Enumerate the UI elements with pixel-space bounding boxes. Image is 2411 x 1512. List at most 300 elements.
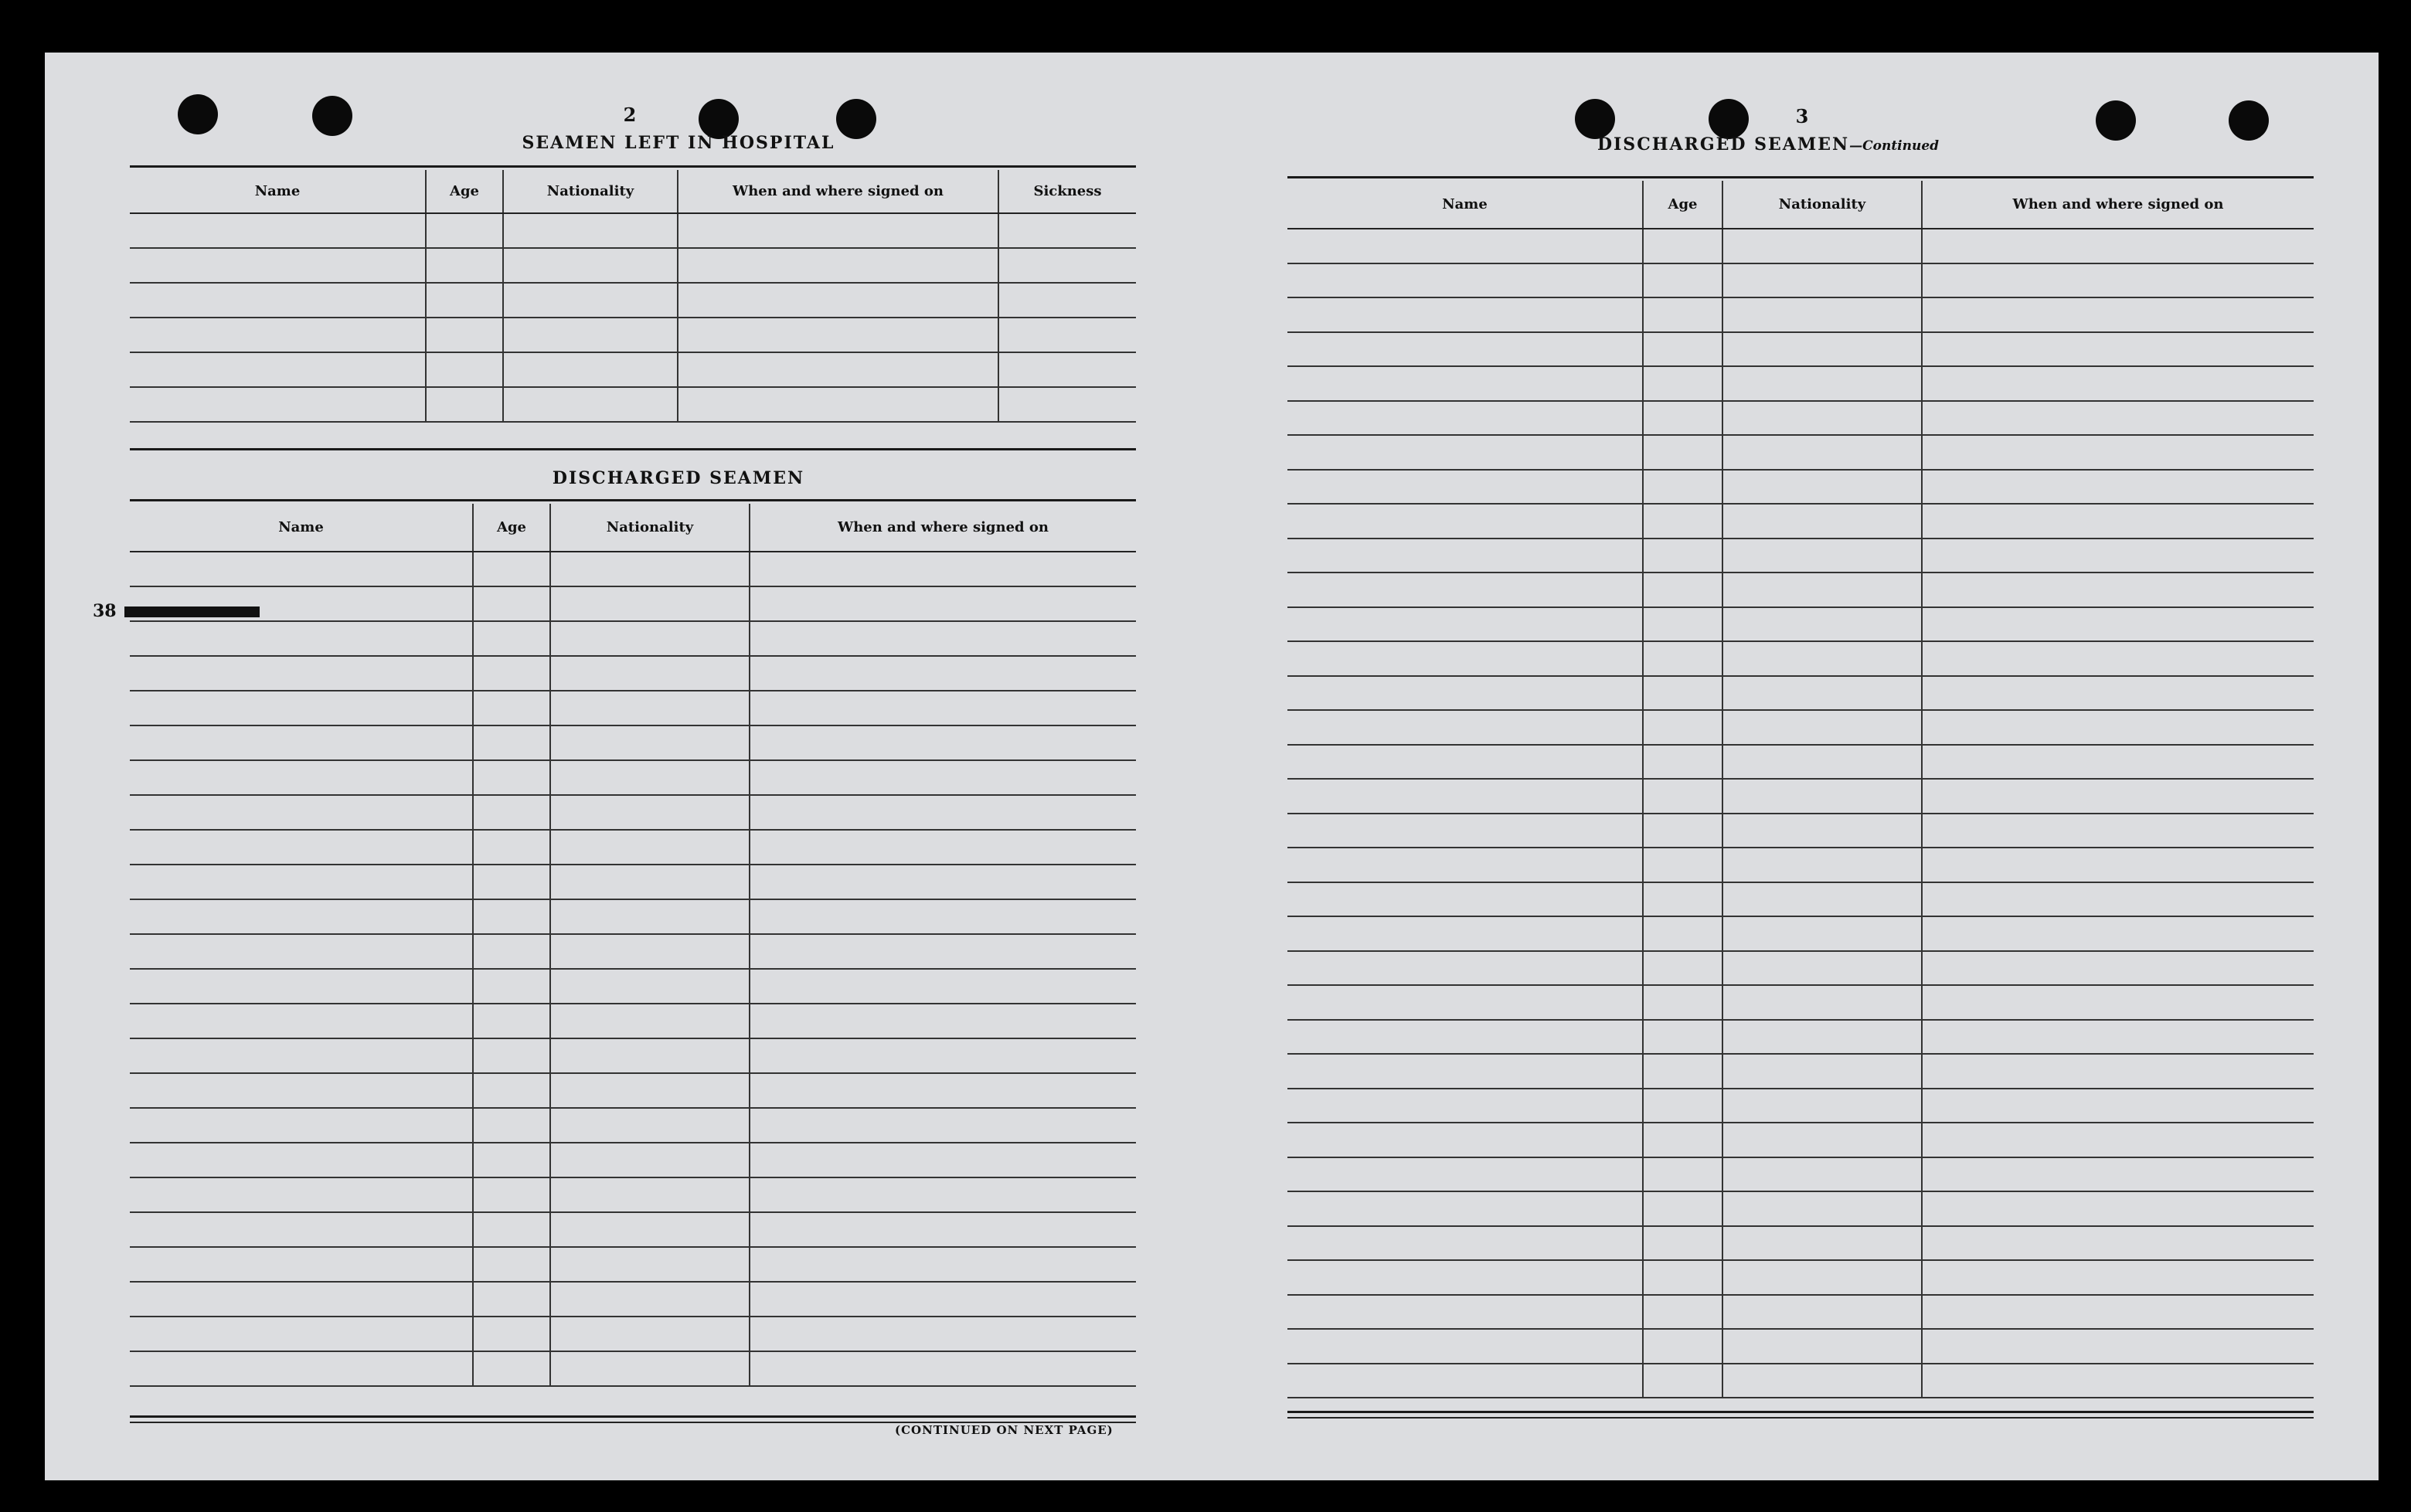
table-cell[interactable] <box>1287 504 1643 539</box>
table-cell[interactable] <box>678 387 998 422</box>
table-cell[interactable] <box>1287 1089 1643 1123</box>
table-cell[interactable] <box>1922 1157 2314 1192</box>
table-cell[interactable] <box>1643 504 1722 539</box>
table-cell[interactable] <box>473 1143 550 1177</box>
table-cell[interactable] <box>750 795 1136 830</box>
table-cell[interactable] <box>1922 573 2314 607</box>
table-cell[interactable] <box>550 621 750 656</box>
table-cell[interactable] <box>998 213 1136 248</box>
table-cell[interactable] <box>473 1282 550 1317</box>
table-cell[interactable] <box>750 1004 1136 1038</box>
column-header: Name <box>130 170 426 213</box>
table-cell[interactable] <box>473 1247 550 1282</box>
table-cell[interactable] <box>1643 1260 1722 1295</box>
table-cell[interactable] <box>550 586 750 621</box>
table-cell[interactable] <box>473 1317 550 1351</box>
table-cell[interactable] <box>1287 1020 1643 1055</box>
table-row <box>1287 1089 2314 1123</box>
table-cell[interactable] <box>750 1177 1136 1212</box>
table-cell[interactable] <box>550 934 750 969</box>
table-cell[interactable] <box>1643 951 1722 986</box>
table-cell[interactable] <box>750 586 1136 621</box>
table-cell[interactable] <box>1722 504 1922 539</box>
table-cell[interactable] <box>426 283 503 318</box>
table-cell[interactable] <box>1922 297 2314 332</box>
table-cell[interactable] <box>130 1038 473 1073</box>
table-cell[interactable] <box>1722 229 1922 263</box>
table-cell[interactable] <box>1643 573 1722 607</box>
table-cell[interactable] <box>750 865 1136 899</box>
table-cell[interactable] <box>1722 1157 1922 1192</box>
table-cell[interactable] <box>1922 470 2314 505</box>
table-cell[interactable] <box>130 621 473 656</box>
table-cell[interactable] <box>550 1351 750 1386</box>
table-cell[interactable] <box>1643 985 1722 1020</box>
right-bottom-rule-2 <box>1287 1417 2314 1419</box>
table-cell[interactable] <box>1643 710 1722 745</box>
table-cell[interactable] <box>1922 332 2314 367</box>
continued-title-main: DISCHARGED SEAMEN <box>1597 134 1850 155</box>
discharged-table <box>130 504 1136 1387</box>
table-cell[interactable] <box>1922 916 2314 951</box>
table-cell[interactable] <box>426 213 503 248</box>
table-cell[interactable] <box>130 795 473 830</box>
table-cell[interactable] <box>1643 1191 1722 1226</box>
table-cell[interactable] <box>473 760 550 795</box>
table-cell[interactable] <box>550 1004 750 1038</box>
table-cell[interactable] <box>1722 573 1922 607</box>
table-cell[interactable] <box>503 248 678 283</box>
table-row <box>1287 401 2314 436</box>
table-cell[interactable] <box>130 1247 473 1282</box>
table-cell[interactable] <box>1722 779 1922 814</box>
table-cell[interactable] <box>473 1108 550 1143</box>
table-row <box>130 725 1136 760</box>
table-cell[interactable] <box>1287 229 1643 263</box>
table-cell[interactable] <box>130 1317 473 1351</box>
table-cell[interactable] <box>473 1038 550 1073</box>
table-row <box>130 1212 1136 1247</box>
table-row <box>130 1038 1136 1073</box>
table-cell[interactable] <box>750 656 1136 691</box>
table-cell[interactable] <box>1287 435 1643 470</box>
right-top-rule <box>1287 176 2314 178</box>
table-cell[interactable] <box>1922 1123 2314 1157</box>
table-cell[interactable] <box>550 1317 750 1351</box>
table-cell[interactable] <box>1643 470 1722 505</box>
table-cell[interactable] <box>750 691 1136 725</box>
table-cell[interactable] <box>473 1073 550 1108</box>
table-row <box>130 248 1136 283</box>
table-cell[interactable] <box>1643 607 1722 642</box>
table-cell[interactable] <box>1287 1226 1643 1261</box>
table-cell[interactable] <box>550 899 750 934</box>
table-cell[interactable] <box>1287 332 1643 367</box>
table-cell[interactable] <box>426 318 503 352</box>
table-cell[interactable] <box>750 1108 1136 1143</box>
table-cell[interactable] <box>750 621 1136 656</box>
table-cell[interactable] <box>130 969 473 1004</box>
table-cell[interactable] <box>130 725 473 760</box>
table-cell[interactable] <box>750 1317 1136 1351</box>
punch-hole <box>1575 99 1615 139</box>
entry-number: 38 <box>93 601 117 621</box>
table-cell[interactable] <box>130 899 473 934</box>
table-cell[interactable] <box>1922 366 2314 401</box>
table-cell[interactable] <box>1287 607 1643 642</box>
table-cell[interactable] <box>1287 882 1643 917</box>
table-cell[interactable] <box>550 1143 750 1177</box>
punch-hole <box>2229 100 2269 141</box>
table-cell[interactable] <box>1287 745 1643 780</box>
table-cell[interactable] <box>1287 539 1643 573</box>
table-cell[interactable] <box>750 760 1136 795</box>
table-cell[interactable] <box>678 248 998 283</box>
table-row <box>130 352 1136 387</box>
table-cell[interactable] <box>1287 641 1643 676</box>
table-row <box>1287 882 2314 917</box>
continued-note: (CONTINUED ON NEXT PAGE) <box>895 1423 1114 1437</box>
table-cell[interactable] <box>1722 676 1922 711</box>
table-cell[interactable] <box>1922 539 2314 573</box>
table-cell[interactable] <box>503 318 678 352</box>
table-cell[interactable] <box>1922 676 2314 711</box>
table-cell[interactable] <box>1922 1364 2314 1398</box>
table-cell[interactable] <box>426 352 503 387</box>
table-cell[interactable] <box>1922 229 2314 263</box>
table-cell[interactable] <box>1722 470 1922 505</box>
column-header: Nationality <box>1722 181 1922 229</box>
table-cell[interactable] <box>130 1177 473 1212</box>
table-cell[interactable] <box>1722 848 1922 882</box>
table-cell[interactable] <box>1722 435 1922 470</box>
table-cell[interactable] <box>1922 882 2314 917</box>
form-sheet <box>45 53 2379 1480</box>
table-cell[interactable] <box>1722 814 1922 848</box>
table-cell[interactable] <box>473 1004 550 1038</box>
table-cell[interactable] <box>550 1177 750 1212</box>
table-cell[interactable] <box>1922 1191 2314 1226</box>
table-cell[interactable] <box>473 934 550 969</box>
table-cell[interactable] <box>1287 1054 1643 1089</box>
table-cell[interactable] <box>473 552 550 586</box>
table-cell[interactable] <box>503 213 678 248</box>
table-cell[interactable] <box>1643 539 1722 573</box>
table-cell[interactable] <box>1922 814 2314 848</box>
table-cell[interactable] <box>1643 1226 1722 1261</box>
table-cell[interactable] <box>1287 779 1643 814</box>
table-cell[interactable] <box>1922 1054 2314 1089</box>
table-cell[interactable] <box>1287 1157 1643 1192</box>
table-row <box>130 865 1136 899</box>
table-cell[interactable] <box>1722 1054 1922 1089</box>
table-cell[interactable] <box>1922 1260 2314 1295</box>
table-cell[interactable] <box>473 586 550 621</box>
table-cell[interactable] <box>130 248 426 283</box>
table-cell[interactable] <box>1722 1123 1922 1157</box>
table-cell[interactable] <box>1643 641 1722 676</box>
table-cell[interactable] <box>1922 435 2314 470</box>
table-cell[interactable] <box>1287 985 1643 1020</box>
table-cell[interactable] <box>678 318 998 352</box>
table-cell[interactable] <box>130 1282 473 1317</box>
punch-hole <box>1709 99 1749 139</box>
table-cell[interactable] <box>1287 848 1643 882</box>
table-row <box>1287 229 2314 263</box>
table-cell[interactable] <box>473 691 550 725</box>
table-cell[interactable] <box>1922 1089 2314 1123</box>
table-cell[interactable] <box>1922 1226 2314 1261</box>
table-cell[interactable] <box>750 934 1136 969</box>
table-cell[interactable] <box>473 899 550 934</box>
table-cell[interactable] <box>1722 1295 1922 1330</box>
table-cell[interactable] <box>1722 607 1922 642</box>
table-cell[interactable] <box>1722 985 1922 1020</box>
table-cell[interactable] <box>130 283 426 318</box>
table-cell[interactable] <box>130 760 473 795</box>
table-cell[interactable] <box>1922 951 2314 986</box>
table-cell[interactable] <box>1922 641 2314 676</box>
table-row <box>130 1247 1136 1282</box>
table-cell[interactable] <box>998 352 1136 387</box>
table-cell[interactable] <box>1643 1364 1722 1398</box>
table-row <box>1287 1191 2314 1226</box>
table-cell[interactable] <box>1287 573 1643 607</box>
table-cell[interactable] <box>130 865 473 899</box>
table-cell[interactable] <box>1722 297 1922 332</box>
table-cell[interactable] <box>550 865 750 899</box>
table-cell[interactable] <box>1287 470 1643 505</box>
table-row <box>130 830 1136 865</box>
table-cell[interactable] <box>1287 401 1643 436</box>
table-cell[interactable] <box>550 725 750 760</box>
table-cell[interactable] <box>1722 1020 1922 1055</box>
table-cell[interactable] <box>550 1212 750 1247</box>
table-cell[interactable] <box>473 1177 550 1212</box>
table-cell[interactable] <box>1643 848 1722 882</box>
table-cell[interactable] <box>473 830 550 865</box>
table-cell[interactable] <box>130 552 473 586</box>
table-cell[interactable] <box>1643 1054 1722 1089</box>
table-cell[interactable] <box>998 248 1136 283</box>
table-cell[interactable] <box>1287 366 1643 401</box>
table-cell[interactable] <box>1722 916 1922 951</box>
table-cell[interactable] <box>1722 1191 1922 1226</box>
table-cell[interactable] <box>678 213 998 248</box>
table-cell[interactable] <box>998 387 1136 422</box>
table-cell[interactable] <box>550 1038 750 1073</box>
table-cell[interactable] <box>550 1247 750 1282</box>
table-cell[interactable] <box>1643 332 1722 367</box>
table-cell[interactable] <box>503 352 678 387</box>
table-cell[interactable] <box>750 1038 1136 1073</box>
table-cell[interactable] <box>550 552 750 586</box>
table-cell[interactable] <box>1922 607 2314 642</box>
table-cell[interactable] <box>130 934 473 969</box>
table-cell[interactable] <box>130 656 473 691</box>
table-cell[interactable] <box>1643 263 1722 298</box>
table-cell[interactable] <box>130 1351 473 1386</box>
column-header: Age <box>426 170 503 213</box>
table-cell[interactable] <box>1722 1364 1922 1398</box>
table-cell[interactable] <box>550 795 750 830</box>
table-cell[interactable] <box>1722 366 1922 401</box>
table-cell[interactable] <box>426 248 503 283</box>
table-cell[interactable] <box>1722 710 1922 745</box>
table-cell[interactable] <box>998 283 1136 318</box>
table-cell[interactable] <box>1643 1157 1722 1192</box>
table-cell[interactable] <box>1643 297 1722 332</box>
table-cell[interactable] <box>1287 263 1643 298</box>
table-cell[interactable] <box>750 1212 1136 1247</box>
table-cell[interactable] <box>1287 1123 1643 1157</box>
table-cell[interactable] <box>550 1282 750 1317</box>
table-cell[interactable] <box>750 1247 1136 1282</box>
table-cell[interactable] <box>1643 1020 1722 1055</box>
table-cell[interactable] <box>130 387 426 422</box>
table-row <box>130 1317 1136 1351</box>
punch-hole <box>178 94 218 134</box>
table-cell[interactable] <box>1643 435 1722 470</box>
table-cell[interactable] <box>750 1143 1136 1177</box>
table-cell[interactable] <box>1643 229 1722 263</box>
table-cell[interactable] <box>550 1073 750 1108</box>
table-cell[interactable] <box>550 691 750 725</box>
table-cell[interactable] <box>473 1212 550 1247</box>
table-cell[interactable] <box>1722 882 1922 917</box>
table-cell[interactable] <box>750 1351 1136 1386</box>
table-cell[interactable] <box>678 352 998 387</box>
table-cell[interactable] <box>1922 1295 2314 1330</box>
column-header: When and where signed on <box>1922 181 2314 229</box>
table-cell[interactable] <box>1643 1329 1722 1364</box>
table-cell[interactable] <box>1287 951 1643 986</box>
table-cell[interactable] <box>750 1073 1136 1108</box>
discharged-top-rule <box>130 499 1136 501</box>
table-cell[interactable] <box>1722 1260 1922 1295</box>
table-cell[interactable] <box>1722 332 1922 367</box>
table-cell[interactable] <box>1643 1089 1722 1123</box>
table-cell[interactable] <box>1643 779 1722 814</box>
table-cell[interactable] <box>550 1108 750 1143</box>
table-cell[interactable] <box>1922 985 2314 1020</box>
table-cell[interactable] <box>1287 710 1643 745</box>
table-cell[interactable] <box>130 213 426 248</box>
table-cell[interactable] <box>473 1351 550 1386</box>
table-cell[interactable] <box>130 691 473 725</box>
table-cell[interactable] <box>1287 1295 1643 1330</box>
table-cell[interactable] <box>1722 745 1922 780</box>
table-cell[interactable] <box>1643 882 1722 917</box>
table-cell[interactable] <box>550 760 750 795</box>
table-cell[interactable] <box>1922 779 2314 814</box>
table-cell[interactable] <box>473 725 550 760</box>
table-cell[interactable] <box>550 656 750 691</box>
table-cell[interactable] <box>130 1108 473 1143</box>
table-cell[interactable] <box>1722 1226 1922 1261</box>
table-cell[interactable] <box>998 318 1136 352</box>
table-cell[interactable] <box>473 795 550 830</box>
table-row <box>130 1073 1136 1108</box>
table-row <box>130 691 1136 725</box>
right-bottom-rule <box>1287 1411 2314 1413</box>
table-cell[interactable] <box>1722 401 1922 436</box>
table-cell[interactable] <box>1643 1123 1722 1157</box>
table-cell[interactable] <box>1722 951 1922 986</box>
table-cell[interactable] <box>1643 366 1722 401</box>
table-cell[interactable] <box>1643 1295 1722 1330</box>
table-cell[interactable] <box>750 830 1136 865</box>
table-cell[interactable] <box>473 621 550 656</box>
table-cell[interactable] <box>1722 641 1922 676</box>
table-cell[interactable] <box>1643 745 1722 780</box>
table-cell[interactable] <box>750 552 1136 586</box>
table-cell[interactable] <box>473 656 550 691</box>
table-cell[interactable] <box>1922 745 2314 780</box>
table-cell[interactable] <box>130 318 426 352</box>
table-cell[interactable] <box>473 865 550 899</box>
table-cell[interactable] <box>1287 1191 1643 1226</box>
table-cell[interactable] <box>1643 916 1722 951</box>
table-cell[interactable] <box>426 387 503 422</box>
table-cell[interactable] <box>1287 916 1643 951</box>
table-cell[interactable] <box>1922 848 2314 882</box>
table-cell[interactable] <box>1287 676 1643 711</box>
table-cell[interactable] <box>1643 401 1722 436</box>
table-cell[interactable] <box>1922 401 2314 436</box>
table-cell[interactable] <box>130 1212 473 1247</box>
table-cell[interactable] <box>503 387 678 422</box>
table-cell[interactable] <box>473 969 550 1004</box>
table-cell[interactable] <box>1722 1089 1922 1123</box>
table-cell[interactable] <box>1722 539 1922 573</box>
table-cell[interactable] <box>1722 1329 1922 1364</box>
table-cell[interactable] <box>1287 297 1643 332</box>
table-cell[interactable] <box>750 1282 1136 1317</box>
table-cell[interactable] <box>1287 814 1643 848</box>
table-row <box>1287 366 2314 401</box>
table-row <box>1287 1020 2314 1055</box>
table-row <box>130 621 1136 656</box>
table-cell[interactable] <box>750 899 1136 934</box>
table-cell[interactable] <box>130 1143 473 1177</box>
table-cell[interactable] <box>550 830 750 865</box>
column-header: When and where signed on <box>750 504 1136 552</box>
table-cell[interactable] <box>750 969 1136 1004</box>
table-cell[interactable] <box>1287 1260 1643 1295</box>
table-cell[interactable] <box>1922 1329 2314 1364</box>
table-cell[interactable] <box>1922 710 2314 745</box>
table-cell[interactable] <box>550 969 750 1004</box>
table-cell[interactable] <box>678 283 998 318</box>
entry-line <box>93 601 260 621</box>
table-cell[interactable] <box>1643 814 1722 848</box>
table-cell[interactable] <box>1922 1020 2314 1055</box>
table-cell[interactable] <box>130 1004 473 1038</box>
table-cell[interactable] <box>1643 676 1722 711</box>
table-cell[interactable] <box>503 283 678 318</box>
column-header: Age <box>1643 181 1722 229</box>
table-cell[interactable] <box>130 830 473 865</box>
table-cell[interactable] <box>1722 263 1922 298</box>
table-cell[interactable] <box>1922 263 2314 298</box>
table-cell[interactable] <box>1287 1364 1643 1398</box>
table-cell[interactable] <box>1287 1329 1643 1364</box>
table-cell[interactable] <box>130 1073 473 1108</box>
table-cell[interactable] <box>750 725 1136 760</box>
table-cell[interactable] <box>1922 504 2314 539</box>
table-cell[interactable] <box>130 352 426 387</box>
